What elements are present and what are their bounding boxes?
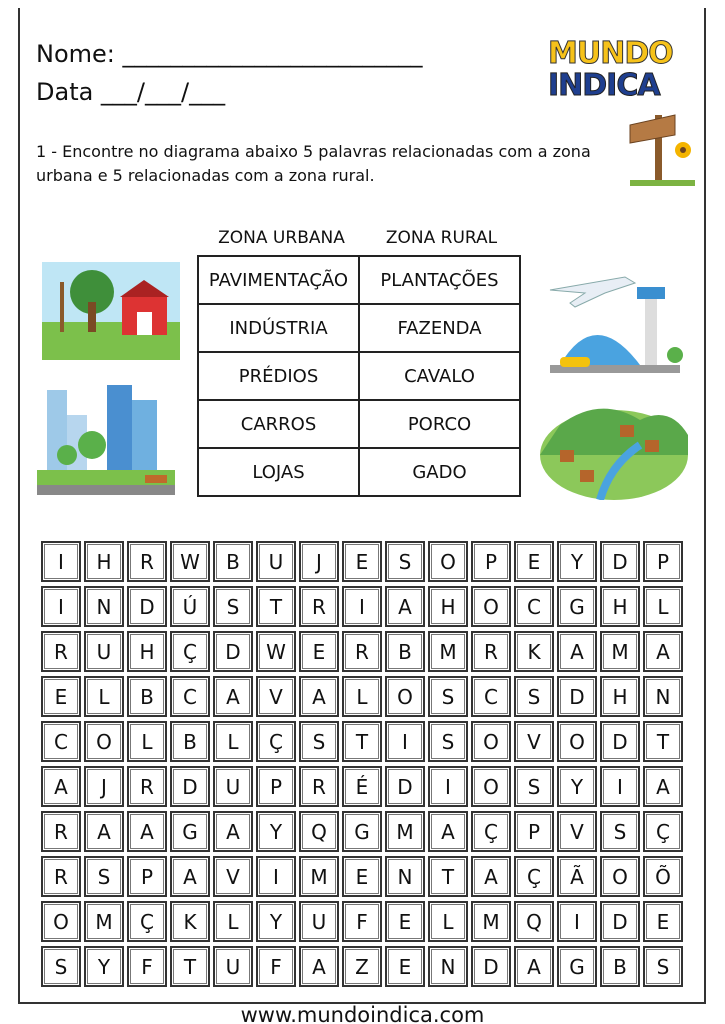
grid-cell[interactable]: N <box>428 946 468 987</box>
grid-cell[interactable]: N <box>385 856 425 897</box>
grid-cell[interactable]: P <box>127 856 167 897</box>
grid-cell[interactable]: M <box>428 631 468 672</box>
grid-cell[interactable]: M <box>84 901 124 942</box>
grid-cell[interactable]: U <box>84 631 124 672</box>
mundo-indica-logo <box>548 38 698 102</box>
grid-cell[interactable]: A <box>471 856 511 897</box>
grid-cell[interactable]: U <box>213 766 253 807</box>
grid-cell[interactable]: D <box>557 676 597 717</box>
rural-word: CAVALO <box>359 352 520 400</box>
grid-cell[interactable]: P <box>256 766 296 807</box>
table-row <box>198 256 520 304</box>
grid-cell[interactable]: L <box>213 721 253 762</box>
urban-word: PAVIMENTAÇÃO <box>198 256 359 304</box>
grid-cell[interactable]: E <box>514 541 554 582</box>
urban-word: LOJAS <box>198 448 359 496</box>
grid-cell[interactable]: O <box>471 766 511 807</box>
logo-line2: INDICA <box>548 68 660 103</box>
grid-cell[interactable]: O <box>41 901 81 942</box>
grid-cell[interactable]: D <box>170 766 210 807</box>
grid-cell[interactable]: A <box>385 586 425 627</box>
grid-cell[interactable]: E <box>299 631 339 672</box>
grid-cell[interactable]: R <box>127 541 167 582</box>
farm-illustration <box>42 262 180 360</box>
grid-cell[interactable]: E <box>41 676 81 717</box>
village-illustration <box>540 395 688 500</box>
grid-cell[interactable]: N <box>643 676 683 717</box>
grid-cell[interactable]: A <box>41 766 81 807</box>
grid-cell[interactable]: V <box>514 721 554 762</box>
grid-cell[interactable]: O <box>471 586 511 627</box>
signpost-flower-icon <box>625 105 700 190</box>
grid-cell[interactable]: R <box>41 811 81 852</box>
grid-cell[interactable]: Z <box>342 946 382 987</box>
grid-cell[interactable]: Ç <box>170 631 210 672</box>
grid-cell[interactable]: A <box>127 811 167 852</box>
grid-cell[interactable]: O <box>600 856 640 897</box>
grid-cell[interactable]: D <box>600 721 640 762</box>
grid-cell[interactable]: Ç <box>256 721 296 762</box>
grid-cell[interactable]: R <box>299 766 339 807</box>
grid-cell[interactable]: W <box>256 631 296 672</box>
date-field: Data ___/___/___ <box>36 78 226 106</box>
instruction-text: 1 - Encontre no diagrama abaixo 5 palavras relacionadas com a zona urbana e 5 relacionadas com a zona rural. <box>36 142 591 185</box>
grid-cell[interactable]: I <box>428 766 468 807</box>
header-zona-rural: ZONA RURAL <box>385 228 498 248</box>
grid-cell[interactable]: P <box>514 811 554 852</box>
grid-cell[interactable]: Ç <box>514 856 554 897</box>
grid-cell[interactable]: R <box>471 631 511 672</box>
grid-cell[interactable]: E <box>385 946 425 987</box>
grid-cell[interactable]: A <box>557 631 597 672</box>
grid-cell[interactable]: I <box>600 766 640 807</box>
rural-word: GADO <box>359 448 520 496</box>
table-row <box>198 304 520 352</box>
grid-cell[interactable]: I <box>342 586 382 627</box>
grid-cell[interactable]: A <box>643 766 683 807</box>
grid-cell[interactable]: O <box>557 721 597 762</box>
grid-cell[interactable]: D <box>213 631 253 672</box>
city-illustration <box>37 385 175 500</box>
grid-cell[interactable]: H <box>84 541 124 582</box>
grid-cell[interactable]: K <box>514 631 554 672</box>
grid-cell[interactable]: E <box>643 901 683 942</box>
grid-cell[interactable]: L <box>84 676 124 717</box>
urban-word: CARROS <box>198 400 359 448</box>
grid-cell[interactable]: V <box>213 856 253 897</box>
grid-cell[interactable]: F <box>342 901 382 942</box>
grid-cell[interactable]: L <box>428 901 468 942</box>
grid-cell[interactable]: Ç <box>127 901 167 942</box>
grid-cell[interactable]: I <box>557 901 597 942</box>
grid-cell[interactable]: U <box>256 541 296 582</box>
grid-cell[interactable]: A <box>299 676 339 717</box>
word-search-grid <box>41 541 683 987</box>
grid-cell[interactable]: J <box>299 541 339 582</box>
name-field: Nome: _________________________ <box>36 40 423 68</box>
website-footer: www.mundoindica.com <box>240 1003 485 1024</box>
grid-cell[interactable]: B <box>600 946 640 987</box>
grid-cell[interactable]: O <box>84 721 124 762</box>
grid-cell[interactable]: I <box>41 586 81 627</box>
grid-cell[interactable]: I <box>385 721 425 762</box>
grid-cell[interactable]: O <box>471 721 511 762</box>
grid-cell[interactable]: D <box>600 541 640 582</box>
grid-cell[interactable]: G <box>170 811 210 852</box>
grid-cell[interactable]: G <box>557 586 597 627</box>
grid-cell[interactable]: G <box>557 946 597 987</box>
grid-cell[interactable]: S <box>514 766 554 807</box>
grid-cell[interactable]: A <box>514 946 554 987</box>
grid-cell[interactable]: O <box>385 676 425 717</box>
grid-cell[interactable]: S <box>428 676 468 717</box>
grid-cell[interactable]: A <box>643 631 683 672</box>
grid-cell[interactable]: E <box>342 856 382 897</box>
grid-cell[interactable]: C <box>170 676 210 717</box>
grid-cell[interactable]: V <box>557 811 597 852</box>
grid-cell[interactable]: Ã <box>557 856 597 897</box>
grid-cell[interactable]: H <box>428 586 468 627</box>
grid-cell[interactable]: I <box>41 541 81 582</box>
rural-word: PORCO <box>359 400 520 448</box>
grid-cell[interactable]: B <box>213 541 253 582</box>
urban-word: INDÚSTRIA <box>198 304 359 352</box>
grid-cell[interactable]: F <box>127 946 167 987</box>
grid-cell[interactable]: U <box>299 901 339 942</box>
table-row <box>198 352 520 400</box>
grid-cell[interactable]: A <box>84 811 124 852</box>
grid-cell[interactable]: K <box>170 901 210 942</box>
grid-cell[interactable]: R <box>41 631 81 672</box>
table-row <box>198 448 520 496</box>
grid-cell[interactable]: B <box>170 721 210 762</box>
grid-cell[interactable]: M <box>600 631 640 672</box>
grid-cell[interactable]: Q <box>299 811 339 852</box>
grid-cell[interactable]: S <box>600 811 640 852</box>
grid-cell[interactable]: C <box>514 586 554 627</box>
grid-cell[interactable]: S <box>643 946 683 987</box>
grid-cell[interactable]: S <box>514 676 554 717</box>
grid-cell[interactable]: W <box>170 541 210 582</box>
grid-cell[interactable]: B <box>127 676 167 717</box>
grid-cell[interactable]: T <box>256 586 296 627</box>
grid-cell[interactable]: Ç <box>643 811 683 852</box>
grid-cell[interactable]: Y <box>256 811 296 852</box>
grid-cell[interactable]: S <box>428 721 468 762</box>
grid-cell[interactable]: R <box>299 586 339 627</box>
grid-cell[interactable]: R <box>342 631 382 672</box>
grid-cell[interactable]: H <box>127 631 167 672</box>
grid-cell[interactable]: P <box>643 541 683 582</box>
grid-cell[interactable]: D <box>385 766 425 807</box>
grid-cell[interactable]: Õ <box>643 856 683 897</box>
grid-cell[interactable]: D <box>600 901 640 942</box>
grid-cell[interactable]: T <box>428 856 468 897</box>
grid-cell[interactable]: M <box>471 901 511 942</box>
urban-word: PRÉDIOS <box>198 352 359 400</box>
grid-cell[interactable]: P <box>471 541 511 582</box>
grid-cell[interactable]: M <box>385 811 425 852</box>
grid-cell[interactable]: Q <box>514 901 554 942</box>
grid-cell[interactable]: Ú <box>170 586 210 627</box>
grid-cell[interactable]: Y <box>256 901 296 942</box>
grid-cell[interactable]: H <box>600 586 640 627</box>
grid-cell[interactable]: O <box>428 541 468 582</box>
grid-cell[interactable]: L <box>213 901 253 942</box>
grid-cell[interactable]: A <box>299 946 339 987</box>
grid-cell[interactable]: T <box>342 721 382 762</box>
header-zona-urbana: ZONA URBANA <box>218 228 345 248</box>
grid-cell[interactable]: L <box>643 586 683 627</box>
logo-line1: MUNDO <box>548 36 673 71</box>
grid-cell[interactable]: U <box>213 946 253 987</box>
grid-cell[interactable]: L <box>342 676 382 717</box>
grid-cell[interactable]: B <box>385 631 425 672</box>
rural-word: FAZENDA <box>359 304 520 352</box>
rural-word: PLANTAÇÕES <box>359 256 520 304</box>
grid-cell[interactable]: R <box>41 856 81 897</box>
grid-cell[interactable]: C <box>471 676 511 717</box>
grid-cell[interactable]: A <box>170 856 210 897</box>
grid-cell[interactable]: R <box>127 766 167 807</box>
grid-cell[interactable]: S <box>299 721 339 762</box>
word-list-table <box>197 255 521 497</box>
grid-cell[interactable]: V <box>256 676 296 717</box>
grid-cell[interactable]: G <box>342 811 382 852</box>
grid-cell[interactable]: I <box>256 856 296 897</box>
airport-illustration <box>545 265 685 380</box>
grid-cell[interactable]: H <box>600 676 640 717</box>
grid-cell[interactable]: J <box>84 766 124 807</box>
grid-cell[interactable]: T <box>643 721 683 762</box>
grid-cell[interactable]: Y <box>84 946 124 987</box>
grid-cell[interactable]: T <box>170 946 210 987</box>
grid-cell[interactable]: D <box>127 586 167 627</box>
grid-cell[interactable]: É <box>342 766 382 807</box>
grid-cell[interactable]: Ç <box>471 811 511 852</box>
grid-cell[interactable]: S <box>213 586 253 627</box>
grid-cell[interactable]: N <box>84 586 124 627</box>
grid-cell[interactable]: D <box>471 946 511 987</box>
grid-cell[interactable]: S <box>385 541 425 582</box>
grid-cell[interactable]: Y <box>557 766 597 807</box>
grid-cell[interactable]: M <box>299 856 339 897</box>
table-row <box>198 400 520 448</box>
grid-cell[interactable]: C <box>41 721 81 762</box>
grid-cell[interactable]: A <box>213 676 253 717</box>
grid-cell[interactable]: A <box>213 811 253 852</box>
grid-cell[interactable]: E <box>385 901 425 942</box>
grid-cell[interactable]: F <box>256 946 296 987</box>
grid-cell[interactable]: Y <box>557 541 597 582</box>
grid-cell[interactable]: E <box>342 541 382 582</box>
grid-cell[interactable]: A <box>428 811 468 852</box>
grid-cell[interactable]: S <box>41 946 81 987</box>
grid-cell[interactable]: L <box>127 721 167 762</box>
grid-cell[interactable]: S <box>84 856 124 897</box>
